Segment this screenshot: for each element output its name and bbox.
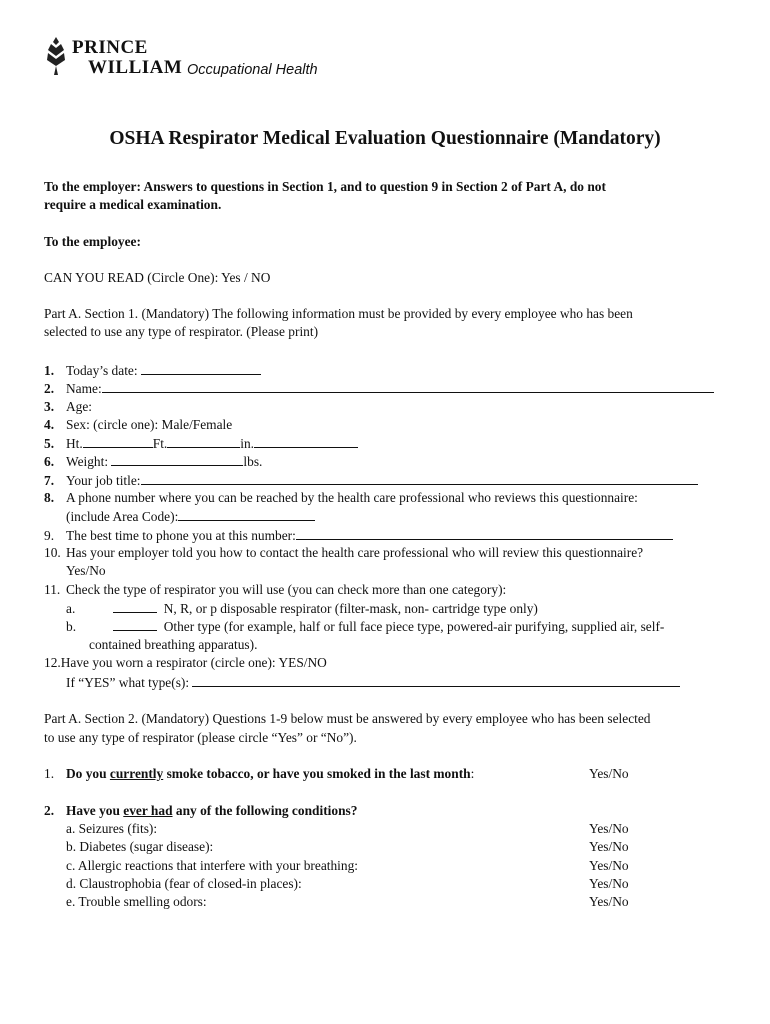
s1-q8-number: 8. <box>44 490 55 505</box>
s1-q9-number: 9. <box>44 528 55 543</box>
s1-q11-label: Check the type of respirator you will use (you can check more than one category): <box>66 582 507 597</box>
s2-q2-item-a-yes-no[interactable]: Yes/No <box>589 821 629 836</box>
s1-q10-number: 10. <box>44 545 61 560</box>
s1-q8-line1: A phone number where you can be reached by the health care professional who reviews this questionnaire: <box>66 490 638 505</box>
s1-q6-unit: lbs. <box>243 454 263 469</box>
s1-q11-b-text2: contained breathing apparatus). <box>89 637 258 652</box>
s2-q2-item-e: e. Trouble smelling odors: <box>66 894 207 909</box>
s2-q1-colon: : <box>470 766 475 781</box>
respirator-type-field[interactable] <box>192 673 680 687</box>
s2-q1-row <box>44 765 474 783</box>
s2-q1-pre: Do you <box>66 766 110 781</box>
phone-number-field[interactable] <box>178 507 315 521</box>
s1-q4-label: Sex: (circle one): Male/Female <box>66 417 233 432</box>
pine-cone-logo-icon <box>44 36 68 76</box>
s1-q3-row <box>44 398 92 416</box>
s1-q7-row <box>44 471 698 490</box>
s2-q2-item-a: a. Seizures (fits): <box>66 821 158 836</box>
job-title-field[interactable] <box>141 471 698 485</box>
s1-q1-row <box>44 361 261 380</box>
s1-q10-row <box>44 544 643 562</box>
s1-q4-row <box>44 416 232 434</box>
s1-q10-line2: Yes/No <box>66 563 106 578</box>
s2-q1-emph: currently <box>109 766 164 781</box>
s1-q3-label: Age: <box>66 399 93 414</box>
s2-q2-item-c-yes-no[interactable]: Yes/No <box>589 858 629 873</box>
can-read-question: CAN YOU READ (Circle One): Yes / NO <box>44 270 271 285</box>
s1-q11-a-letter: a. <box>66 601 76 616</box>
s1-q12-row <box>44 654 327 672</box>
option-a-check-field[interactable] <box>113 599 157 613</box>
s1-q3-number: 3. <box>44 399 55 414</box>
s1-q5-ht-label: Ht. <box>66 436 83 451</box>
s1-q5-in-label: in. <box>240 436 255 451</box>
s1-q11-row <box>44 581 506 599</box>
s2-q2-item-b: b. Diabetes (sugar disease): <box>66 839 214 854</box>
s1-q11-option-a <box>66 599 538 618</box>
section2-intro-line2: to use any type of respirator (please circle “Yes” or “No”). <box>44 730 357 745</box>
document-title: OSHA Respirator Medical Evaluation Questionnaire (Mandatory) <box>109 128 661 149</box>
height-ht-field[interactable] <box>83 434 153 448</box>
s1-q11-b-text: Other type (for example, half or full face piece type, powered-air purifying, supplied air, self- <box>163 619 665 634</box>
s1-q1-label: Today’s date: <box>66 363 141 378</box>
employer-note-line2: require a medical examination. <box>44 197 222 212</box>
s1-q6-label: Weight: <box>66 454 112 469</box>
s1-q12-line2: If “YES” what type(s): <box>66 675 193 690</box>
todays-date-field[interactable] <box>141 361 261 375</box>
logo-prince-text: PRINCE <box>72 37 148 58</box>
s1-q6-row <box>44 452 262 471</box>
s2-q1-number: 1. <box>44 766 55 781</box>
section1-intro-line1: Part A. Section 1. (Mandatory) The following information must be provided by every employee who has been <box>44 306 633 321</box>
s2-q2-item-d: d. Claustrophobia (fear of closed-in places): <box>66 876 302 891</box>
s2-q2-number: 2. <box>44 803 55 818</box>
s1-q2-row <box>44 379 714 398</box>
s1-q5-row <box>44 434 358 453</box>
s1-q10-line1: Has your employer told you how to contact the health care professional who will review this questionnaire? <box>66 545 644 560</box>
s2-q1-yes-no[interactable]: Yes/No <box>589 766 629 781</box>
s1-q7-number: 7. <box>44 473 55 488</box>
s1-q7-label: Your job title: <box>66 473 141 488</box>
height-ft-field[interactable] <box>167 434 240 448</box>
weight-field[interactable] <box>111 452 243 466</box>
name-field[interactable] <box>102 379 714 393</box>
s1-q4-number: 4. <box>44 417 55 432</box>
s2-q2-post: any of the following conditions? <box>172 803 358 818</box>
section1-intro-line2: selected to use any type of respirator. (Please print) <box>44 324 319 339</box>
s2-q2-item-b-yes-no[interactable]: Yes/No <box>589 839 629 854</box>
s2-q2-emph: ever had <box>123 803 173 818</box>
s2-q2-item-d-yes-no[interactable]: Yes/No <box>589 876 629 891</box>
s2-q2-item-c: c. Allergic reactions that interfere with your breathing: <box>66 858 359 873</box>
s1-q12-row2 <box>66 673 680 692</box>
s1-q8-row <box>44 489 638 507</box>
s1-q6-number: 6. <box>44 454 55 469</box>
employer-note-line1: To the employer: Answers to questions in Section 1, and to question 9 in Section 2 of Part A, do not <box>44 179 606 194</box>
option-b-check-field[interactable] <box>113 617 157 631</box>
s1-q11-option-b <box>66 617 664 636</box>
logo-subtitle: Occupational Health <box>187 62 318 78</box>
height-in-field[interactable] <box>254 434 358 448</box>
logo-william-text: WILLIAM <box>88 57 183 78</box>
s1-q9-label: The best time to phone you at this number: <box>66 528 296 543</box>
s1-q9-row <box>44 526 673 545</box>
s2-q2-item-e-yes-no[interactable]: Yes/No <box>589 894 629 909</box>
s1-q12-number: 12. <box>44 655 61 670</box>
best-time-field[interactable] <box>296 526 673 540</box>
employee-heading: To the employee: <box>44 234 141 249</box>
s1-q8-line2: (include Area Code): <box>66 509 179 524</box>
s1-q12-line1: Have you worn a respirator (circle one): YES/NO <box>60 655 327 670</box>
s1-q11-number: 11. <box>44 582 61 597</box>
s1-q1-number: 1. <box>44 363 55 378</box>
s1-q5-ft-label: Ft. <box>152 436 168 451</box>
s2-q1-post: smoke tobacco, or have you smoked in the last month <box>163 766 471 781</box>
s1-q2-number: 2. <box>44 381 55 396</box>
s2-q2-row <box>44 802 357 820</box>
s2-q2-pre: Have you <box>66 803 124 818</box>
s1-q11-b-letter: b. <box>66 619 77 634</box>
s1-q8-row2 <box>66 507 315 526</box>
s1-q11-a-text: N, R, or p disposable respirator (filter-mask, non- cartridge type only) <box>163 601 538 616</box>
s1-q5-number: 5. <box>44 436 55 451</box>
section2-intro-line1: Part A. Section 2. (Mandatory) Questions 1-9 below must be answered by every employee who has been selected <box>44 711 651 726</box>
s1-q2-label: Name: <box>66 381 102 396</box>
